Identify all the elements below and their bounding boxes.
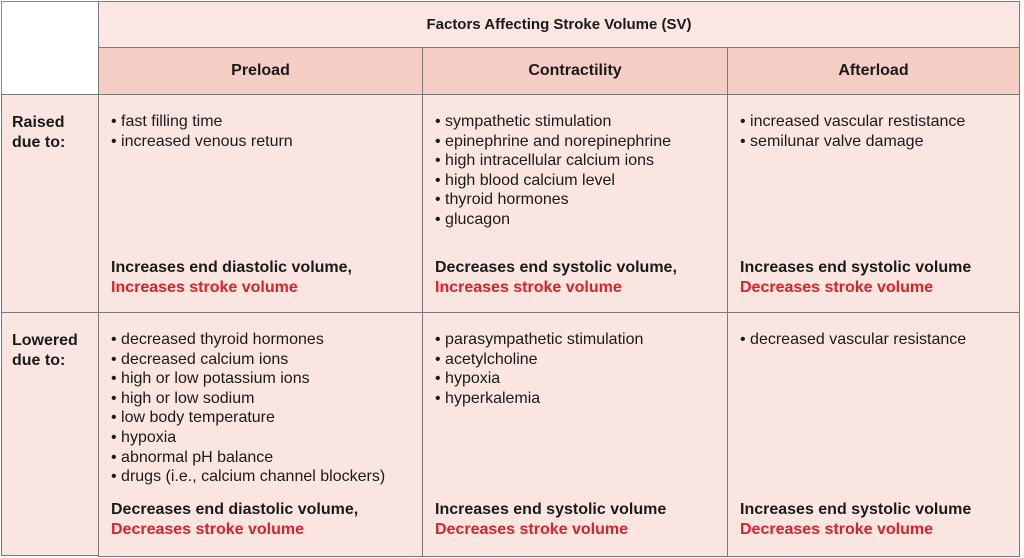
factor-item: • high intracellular calcium ions [435,151,727,171]
effect-text [740,500,971,539]
factor-item: • low body temperature [111,408,422,428]
stroke-volume-effect: Decreases stroke volume [740,520,933,538]
factor-list [423,313,727,408]
column-header-contractility: Contractility [422,47,728,95]
volume-effect: Increases end systolic volume [435,501,667,518]
factor-list [99,313,422,487]
table-cell [727,94,1020,315]
stroke-volume-effect: Decreases stroke volume [740,278,933,296]
column-header-preload: Preload [98,47,423,95]
stroke-volume-effect: Decreases stroke volume [111,520,304,538]
factor-list [99,95,422,151]
table-cell [422,94,728,315]
factor-item: • glucagon [435,210,727,230]
stroke-volume-effect: Increases stroke volume [111,278,298,296]
factor-item: • high or low potassium ions [111,369,422,389]
row-label-line: due to: [12,352,66,369]
volume-effect: Increases end diastolic volume, [111,259,352,276]
stroke-volume-effect: Decreases stroke volume [435,520,628,538]
factor-item: • decreased thyroid hormones [111,330,422,350]
effect-text [111,258,352,297]
row-label [1,94,99,314]
effect-text [435,500,666,539]
factor-item: • high blood calcium level [435,171,727,191]
table-cell [98,312,423,557]
table-cell [98,94,423,315]
factor-item: • semilunar valve damage [740,132,1019,152]
factor-item: • acetylcholine [435,350,727,370]
factor-list [728,313,1019,350]
volume-effect: Increases end systolic volume [740,259,972,276]
factor-list [728,95,1019,151]
factor-item: • parasympathetic stimulation [435,330,727,350]
row-label-line: Lowered [12,332,78,349]
row-label-line: Raised [12,114,65,131]
factor-item: • high or low sodium [111,389,422,409]
volume-effect: Decreases end diastolic volume, [111,501,359,518]
factor-item: • abnormal pH balance [111,448,422,468]
column-header-afterload: Afterload [727,47,1020,95]
factor-item: • hyperkalemia [435,389,727,409]
factor-item: • sympathetic stimulation [435,112,727,132]
factor-list [423,95,727,230]
effect-text [740,258,971,297]
factor-item: • hypoxia [111,428,422,448]
factor-item: • decreased vascular resistance [740,330,1019,350]
factor-item: • decreased calcium ions [111,350,422,370]
factor-item: • thyroid hormones [435,190,727,210]
factor-item: • hypoxia [435,369,727,389]
factor-item: • drugs (i.e., calcium channel blockers) [111,467,422,487]
factor-item: • increased vascular restistance [740,112,1019,132]
factor-item: • fast filling time [111,112,422,132]
volume-effect: Increases end systolic volume [740,501,972,518]
table-title: Factors Affecting Stroke Volume (SV) [98,1,1020,48]
factor-item: • epinephrine and norepinephrine [435,132,727,152]
row-label-line: due to: [12,134,66,151]
row-label [1,312,99,556]
volume-effect: Decreases end systolic volume, [435,259,677,276]
factor-item: • increased venous return [111,132,422,152]
effect-text [435,258,677,297]
effect-text [111,500,358,539]
table-cell [727,312,1020,557]
table-cell [422,312,728,557]
stroke-volume-effect: Increases stroke volume [435,278,622,296]
